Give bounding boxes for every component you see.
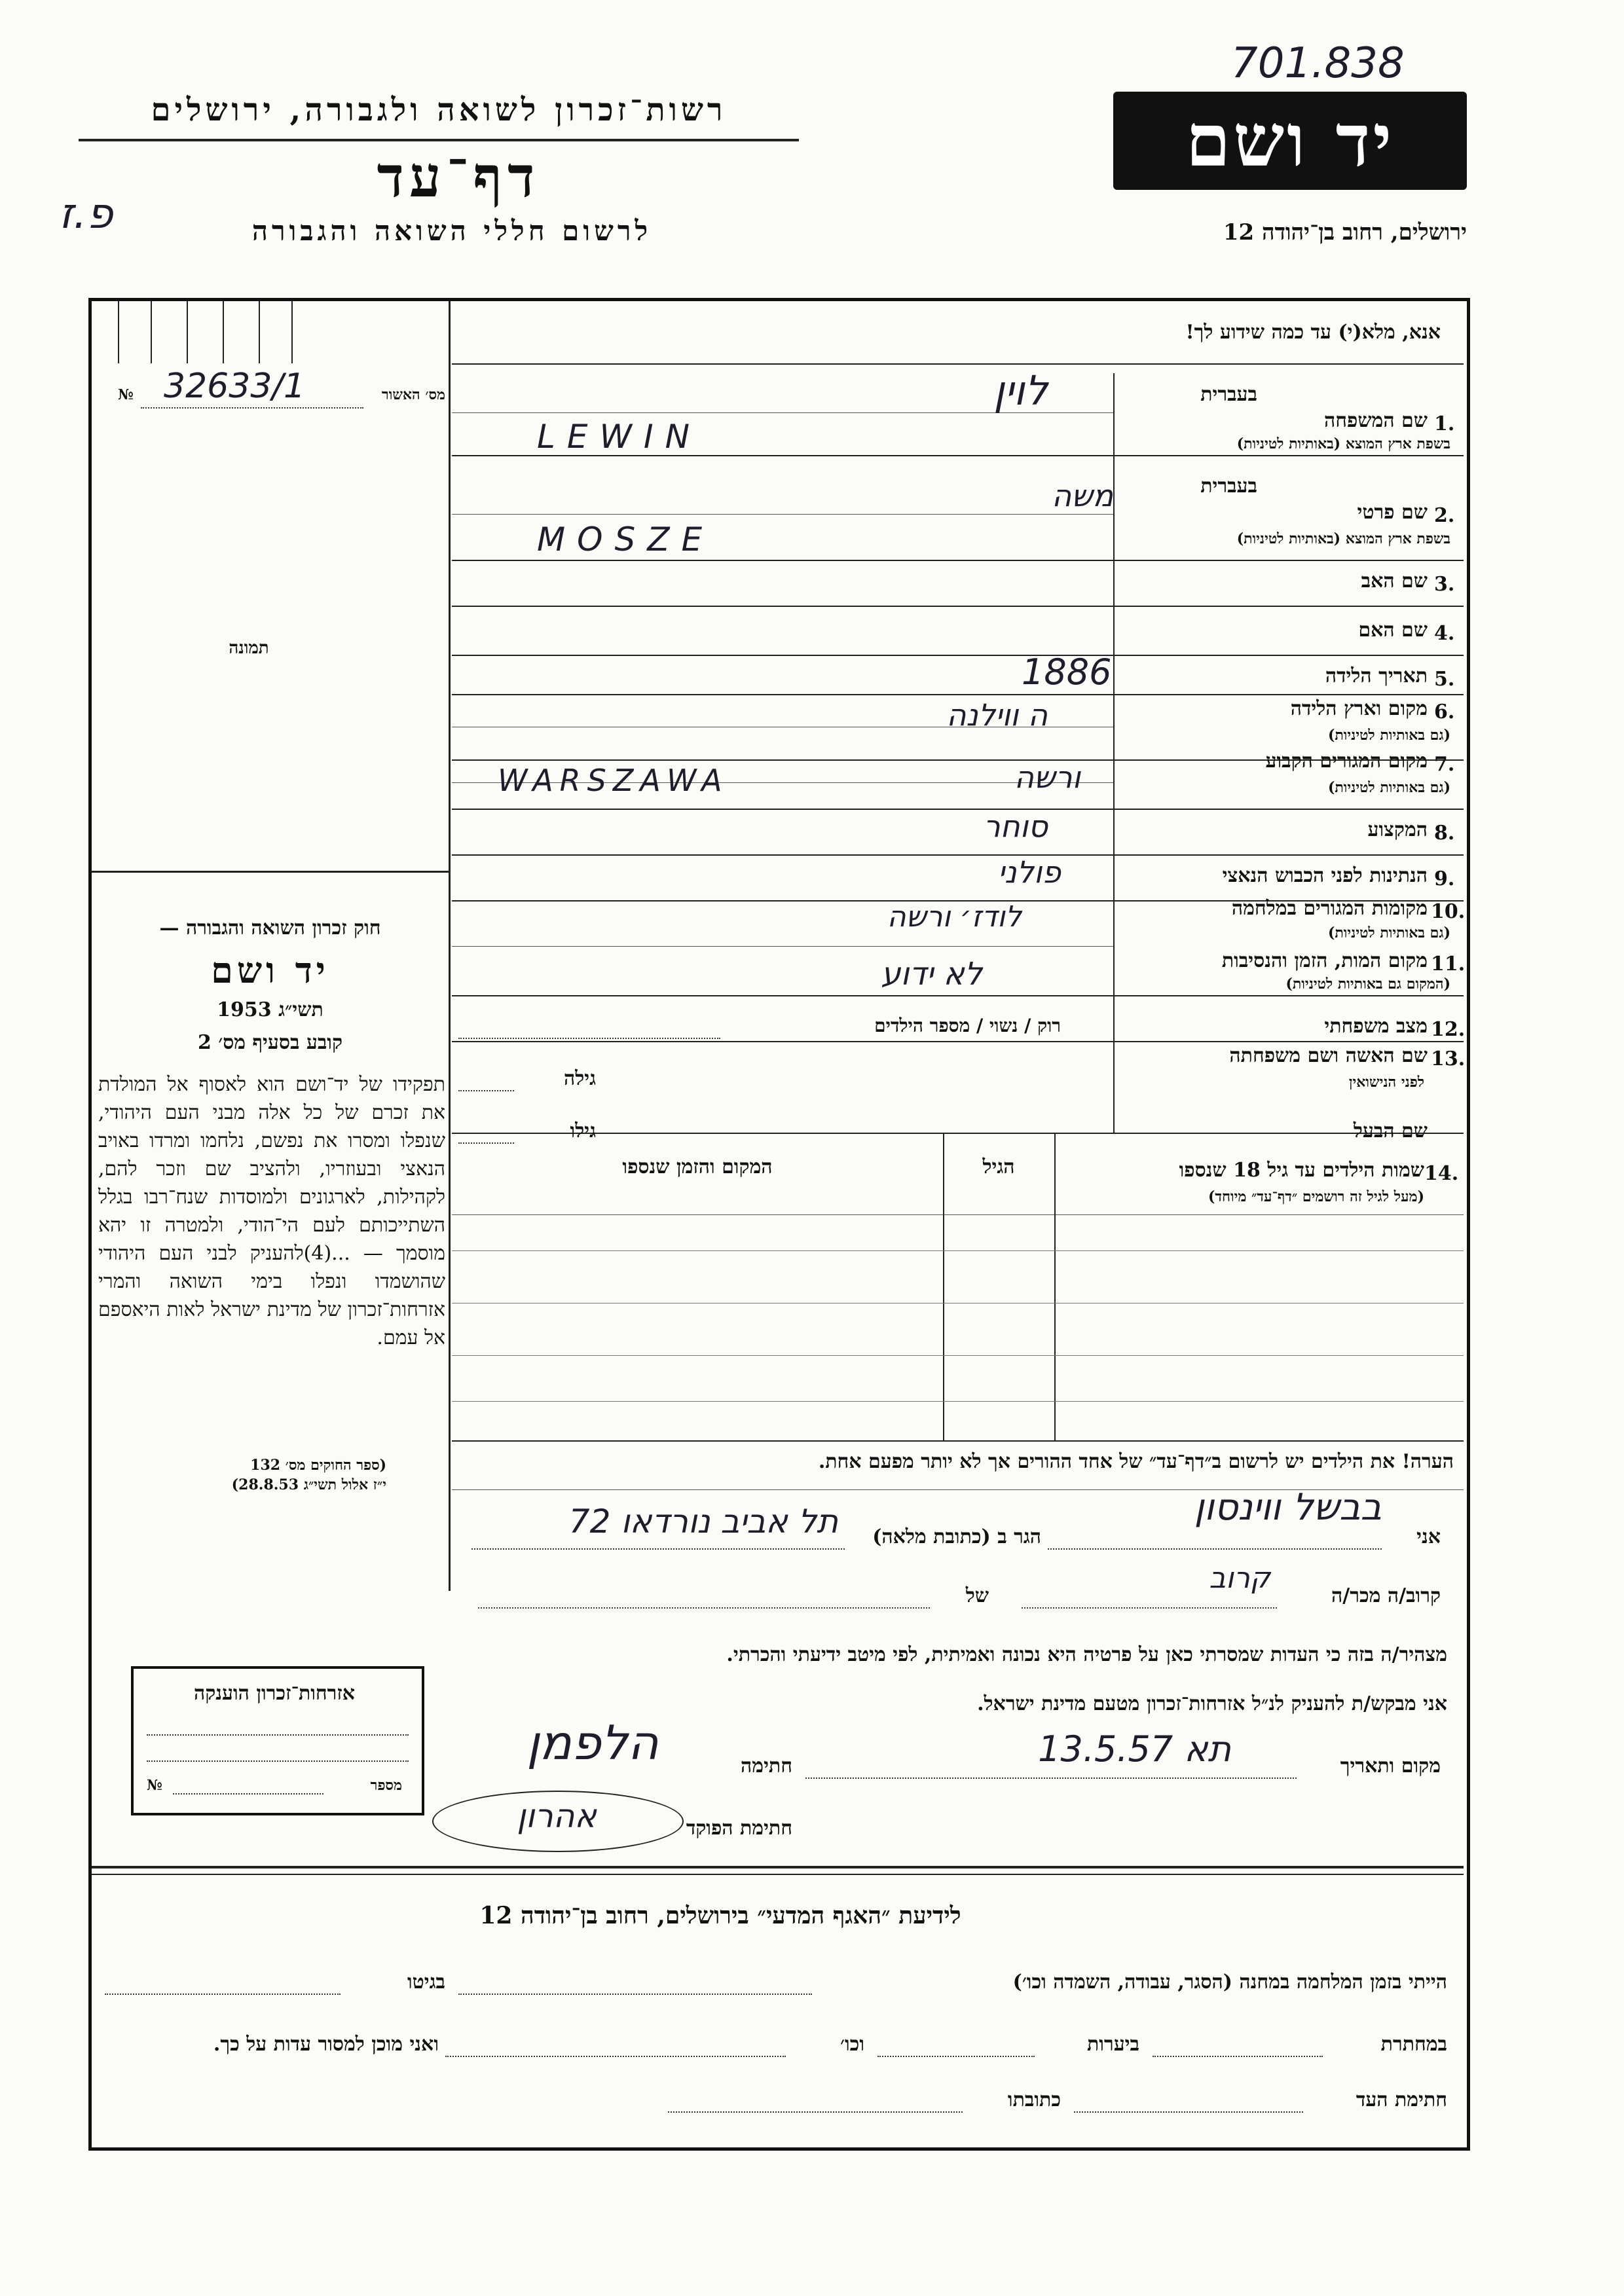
field-3-label: שם האב — [1361, 570, 1428, 592]
relation-value[interactable]: קרוב — [1209, 1561, 1270, 1595]
children-age-header: הגיל — [982, 1156, 1015, 1178]
field-2-hebrew-tag: בעברית — [1200, 475, 1257, 498]
address: ירושלים, רחוב בן־יהודה 12 — [1223, 219, 1467, 246]
field-10-num: 10. — [1431, 900, 1466, 923]
field-12-options[interactable]: רוק / נשוי / מספר הילדים — [874, 1015, 1061, 1036]
law-citation-2: י״ז אלול תשי״ג 28.8.53) — [231, 1476, 386, 1493]
field-1-value-latin[interactable]: LEWIN — [537, 418, 702, 456]
bottom-line2-c: וכו׳ — [840, 2033, 864, 2056]
field-7-sub: (גם באותיות לטיניות) — [1327, 779, 1450, 796]
field-6-value[interactable]: ה ווילנה — [946, 697, 1048, 733]
bottom-line3-a: חתימת העד — [1356, 2088, 1447, 2111]
photo-label: תמונה — [229, 638, 269, 658]
field-10-label: מקומות המגורים במלחמה — [1231, 897, 1428, 920]
declaration: מצהיר/ה בזה כי העדות שמסרתי כאן על פרטיה היא נכונה ואמיתית, לפי מיטב ידיעתי והכרתי. — [726, 1643, 1447, 1666]
field-11-value[interactable]: לא ידוע — [881, 956, 982, 993]
field-12-label: מצב משפחתי — [1324, 1015, 1428, 1038]
officer-value[interactable]: אהרון — [517, 1797, 597, 1835]
citizenship-box — [131, 1666, 424, 1815]
children-num: 14. — [1424, 1162, 1459, 1185]
field-1-num: 1. — [1434, 412, 1455, 435]
bottom-line1-a: הייתי בזמן המלחמה במחנה (הסגר, עבודה, השמדה וכו׳) — [1012, 1971, 1447, 1994]
declarant-address[interactable]: תל אביב נורדאו 72 — [568, 1503, 838, 1540]
field-2-value-he[interactable]: משה — [1052, 478, 1113, 513]
field-1-hebrew-tag: בעברית — [1200, 383, 1257, 406]
field-5-num: 5. — [1434, 668, 1455, 691]
field-2-num: 2. — [1434, 504, 1455, 527]
field-11-num: 11. — [1431, 953, 1466, 975]
children-place-header: המקום והזמן שנספו — [622, 1156, 773, 1178]
field-9-label: הנתינות לפני הכבוש הנאצי — [1222, 864, 1428, 887]
place-date-value[interactable]: תא 13.5.57 — [1038, 1728, 1231, 1770]
field-11-sub: (המקום גם באותיות לטיניות) — [1285, 975, 1450, 993]
bottom-title: לידיעת ״האגף המדעי״ בירושלים, רחוב בן־יהודה 12 — [479, 1902, 961, 1929]
law-title: חוק זכרון השואה והגבורה — — [159, 917, 381, 939]
citizenship-number-label: מספר — [370, 1777, 402, 1794]
husband-age-label: גילו — [570, 1120, 596, 1142]
intro-text: אנא, מלא(י) עד כמה שידוע לך! — [1185, 321, 1441, 344]
bottom-line3-b: כתובתו — [1007, 2088, 1061, 2111]
citizenship-title: אזרחות־זכרון הוענקה — [193, 1682, 356, 1705]
wife-age-label: גילה — [563, 1067, 596, 1090]
field-7-label: מקום המגורים הקבוע — [1265, 750, 1428, 773]
archive-number: 701.838 — [1231, 39, 1405, 88]
signature-value[interactable]: הלפמן — [526, 1715, 659, 1770]
logo-text: יד ושם — [1185, 98, 1395, 183]
bottom-line2-d: ואני מוכן למסור עדות על כך. — [213, 2033, 439, 2056]
field-7-num: 7. — [1434, 753, 1455, 776]
field-2-label: שם פרטי — [1357, 501, 1428, 524]
field-2-sub: בשפת ארץ המוצא (באותיות לטיניות) — [1236, 530, 1450, 547]
place-date-label: מקום ותאריך — [1340, 1755, 1441, 1777]
authority-name: רשות־זכרון לשואה ולגבורה, ירושלים — [151, 92, 727, 128]
field-5-label: תאריך הלידה — [1325, 665, 1428, 687]
field-8-label: המקצוע — [1367, 818, 1428, 841]
field-9-num: 9. — [1434, 867, 1455, 890]
declarant-i-label: אני — [1416, 1525, 1441, 1548]
of-label: של — [965, 1584, 989, 1607]
field-1-value-he[interactable]: לוין — [993, 367, 1048, 414]
field-13-sub: לפני הנישואין — [1348, 1074, 1424, 1091]
field-6-label: מקום וארץ הלידה — [1290, 697, 1428, 720]
field-3-num: 3. — [1434, 573, 1455, 596]
bottom-line2-a: במחתרת — [1380, 2033, 1447, 2056]
field-7-value-he[interactable]: ורשה — [1014, 759, 1080, 795]
approval-label: מס׳ האשור — [381, 386, 445, 403]
field-7-value-latin[interactable]: WARSZAWA — [498, 763, 729, 798]
law-year: תשי״ג 1953 — [217, 998, 323, 1021]
signature-label: חתימה — [741, 1755, 792, 1777]
law-citation-1: (ספר החוקים מס׳ 132 — [250, 1457, 386, 1474]
law-body: תפקידו של יד־ושם הוא לאסוף אל המולדת את זכרם של כל אלה מבני העם היהודי, שנפלו ומסרו את נפשם, נלחמו ומרדו באויב הנאצי ובעוזריו, ולהציב שם וזכר להם, לקהילות, לארגונים ולמוסדות שנח־רבו בגלל השתייכותם לעם הי־הודי, ולמטרה זו יהא מוסמך — ...(4)להעניק לבני העם היהודי שהושמדו ונפלו בימי השואה והמרי אזרחות־זכרון של מדינת ישראל לאות היאספם אל עמם. — [98, 1073, 446, 1349]
declarant-name[interactable]: בבשל ווינסון — [1194, 1486, 1382, 1529]
field-6-sub: (גם באותיות לטיניות) — [1327, 727, 1450, 744]
field-1-sub: בשפת ארץ המוצא (באותיות לטיניות) — [1236, 435, 1450, 452]
field-13-num: 13. — [1431, 1048, 1466, 1070]
field-12-num: 12. — [1431, 1018, 1466, 1041]
request: אני מבקש/ת להעניק לנ״ל אזרחות־זכרון מטעם מדינת ישראל. — [977, 1692, 1447, 1715]
field-10-value[interactable]: לודז׳ ורשה — [887, 900, 1022, 934]
residing-label: הגר ב (כתובת מלאה) — [872, 1525, 1041, 1548]
husband-label: שם הבעל — [1353, 1120, 1428, 1142]
citizenship-no-label: № — [147, 1777, 162, 1794]
bottom-line1-b: בגיטו — [407, 1971, 445, 1994]
officer-label: חתימת הפוקד — [686, 1817, 792, 1840]
note: הערה! את הילדים יש לרשום ב״דף־עד״ של אחד ההורים אך לא יותר מפעם אחת. — [818, 1450, 1454, 1473]
form-title: דף־עד — [377, 144, 540, 210]
law-clause: קובע בסעיף מס׳ 2 — [197, 1031, 343, 1054]
relation-label: קרוב/ה מכר/ה — [1331, 1584, 1441, 1607]
form-subtitle: לרשום חללי השואה והגבורה — [251, 215, 652, 247]
approval-no-label: № — [118, 386, 134, 403]
bottom-line2-b: ביערות — [1086, 2033, 1139, 2056]
field-4-num: 4. — [1434, 622, 1455, 645]
field-2-value-latin[interactable]: MOSZE — [537, 520, 714, 558]
law-name: יד ושם — [211, 949, 329, 991]
margin-mark: פ.ז — [59, 190, 113, 238]
field-5-value[interactable]: 1886 — [1022, 651, 1112, 693]
field-8-num: 8. — [1434, 822, 1455, 845]
field-8-value[interactable]: סוחר — [983, 809, 1048, 844]
yad-vashem-logo — [1113, 92, 1467, 190]
field-9-value[interactable]: פולני — [997, 854, 1061, 890]
field-10-sub: (גם באותיות לטיניות) — [1327, 924, 1450, 941]
children-label: שמות הילדים עד גיל 18 שנספו — [1179, 1159, 1424, 1182]
field-6-num: 6. — [1434, 701, 1455, 723]
field-11-label: מקום המות, הזמן והנסיבות — [1221, 949, 1428, 972]
approval-number[interactable]: 32633/1 — [164, 367, 306, 406]
field-1-label: שם המשפחה — [1323, 409, 1428, 432]
field-4-label: שם האם — [1358, 619, 1428, 642]
children-sub: (מעל לגיל זה רושמים ״דף־עד״ מיוחד) — [1208, 1188, 1424, 1205]
field-13-label: שם האשה ושם משפחתה — [1229, 1044, 1428, 1067]
